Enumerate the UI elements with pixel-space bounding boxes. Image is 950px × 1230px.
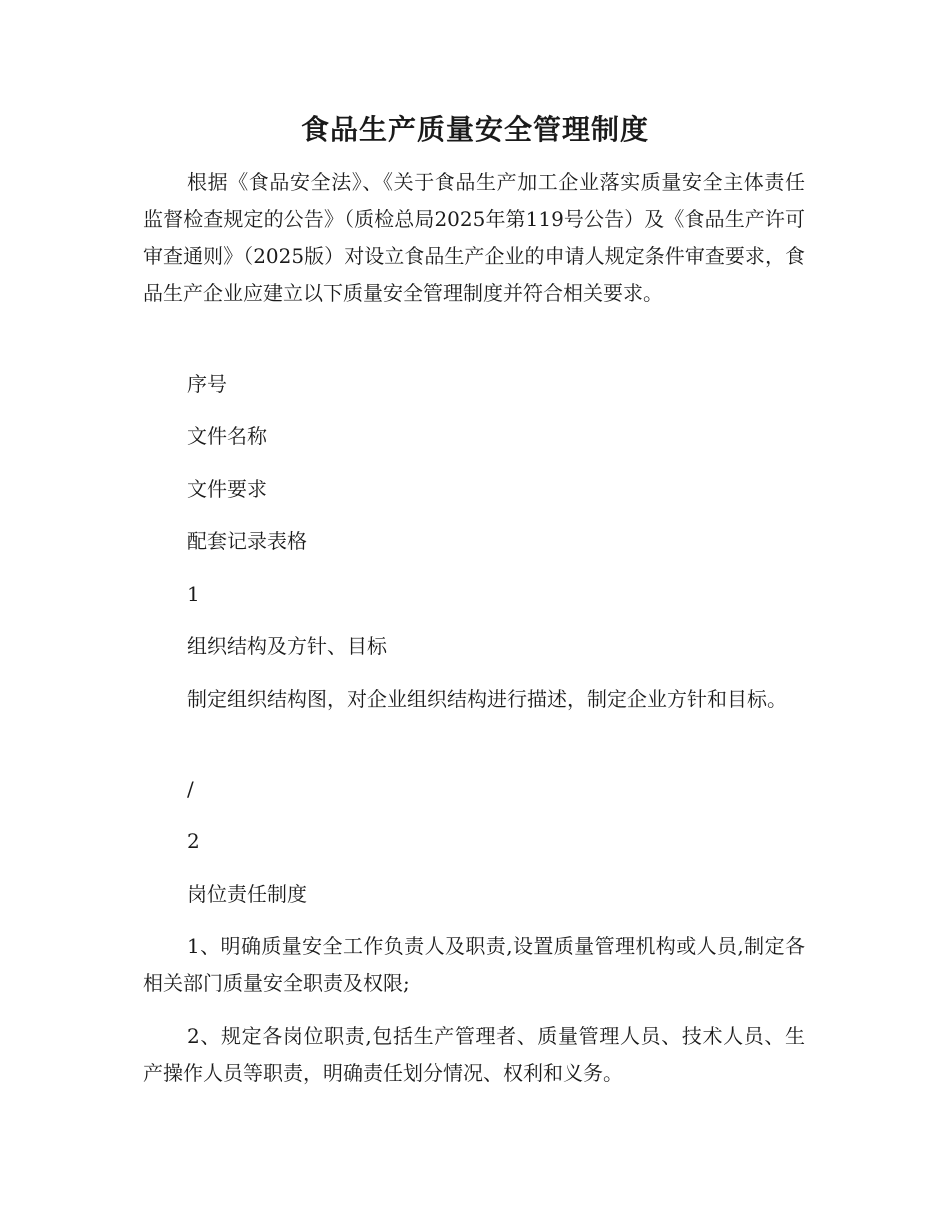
row-2-file-req-item-1: 1、明确质量安全工作负责人及职责,设置质量管理机构或人员,制定各相关部门质量安全职责及权限;	[143, 934, 805, 995]
row-1-file-req: 制定组织结构图，对企业组织结构进行描述，制定企业方针和目标。	[187, 687, 787, 711]
document-title: 食品生产质量安全管理制度	[300, 113, 649, 146]
row-1-index: 1	[187, 582, 200, 606]
row-2-index: 2	[187, 829, 200, 853]
table-header-record-form: 配套记录表格	[187, 529, 307, 553]
table-header-file-req: 文件要求	[187, 477, 267, 501]
row-2-file-req-item-2: 2、规定各岗位职责,包括生产管理者、质量管理人员、技术人员、生产操作人员等职责，明确责任划分情况、权利和义务。	[143, 1024, 805, 1085]
table-header-file-name: 文件名称	[187, 424, 267, 448]
intro-paragraph: 根据《食品安全法》、《关于食品生产加工企业落实质量安全主体责任监督检查规定的公告》（质检总局2025年第119号公告）及《食品生产许可审查通则》（2025版）对设立食品生产企业的申请人规定条件审查要求，食品生产企业应建立以下质量安全管理制度并符合相关要求。	[143, 170, 805, 305]
table-header-index: 序号	[187, 372, 227, 396]
row-2-file-name: 岗位责任制度	[187, 882, 307, 906]
row-1-record-form: /	[187, 777, 194, 801]
row-1-file-name: 组织结构及方针、目标	[187, 634, 387, 658]
